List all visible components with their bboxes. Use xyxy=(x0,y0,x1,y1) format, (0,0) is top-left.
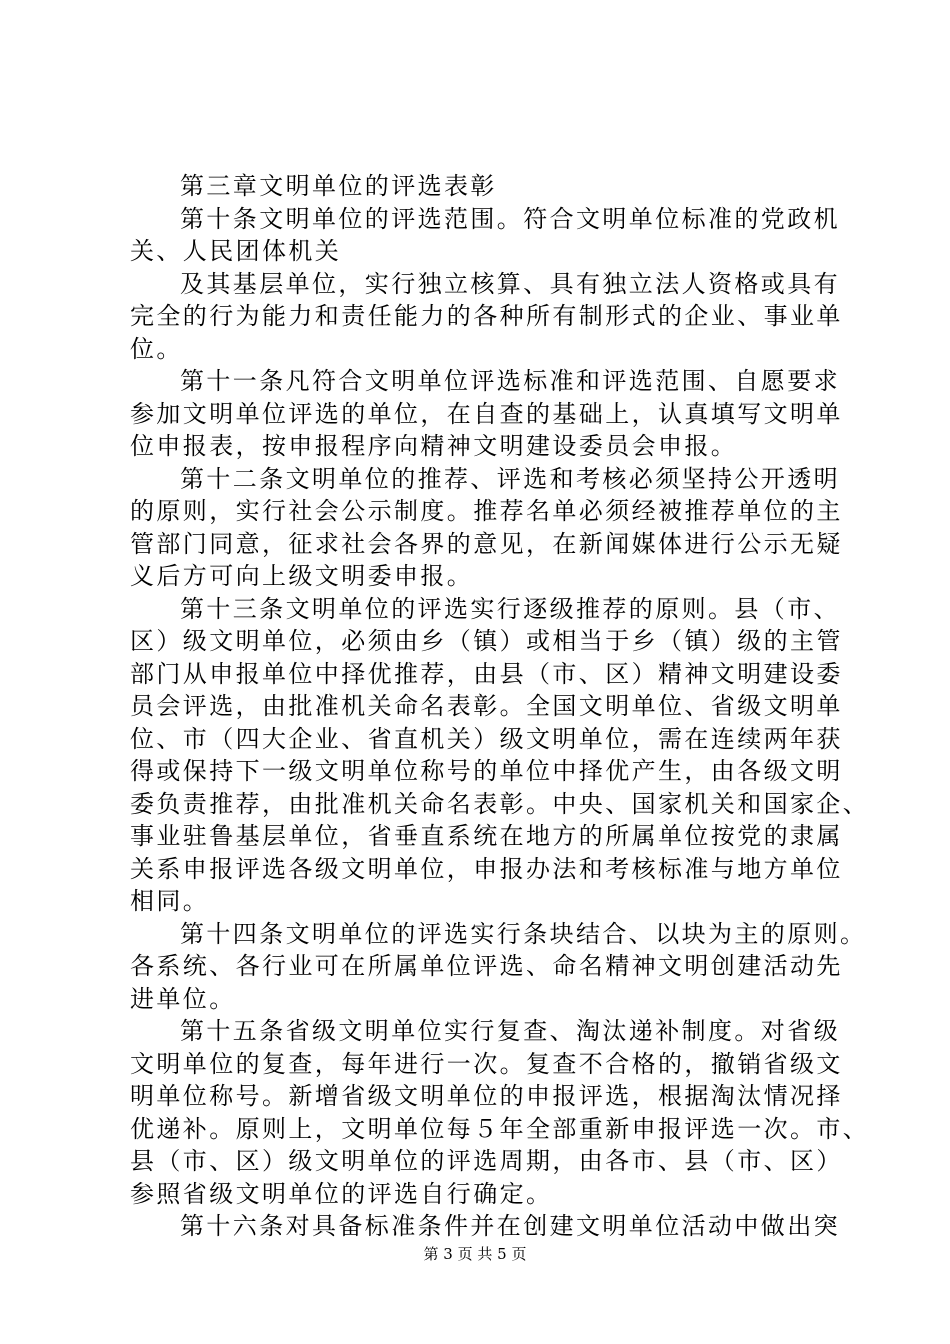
text-line: 部门从申报单位中择优推荐，由县（市、区）精神文明建设委 xyxy=(130,659,843,688)
text-line: 第三章文明单位的评选表彰 xyxy=(180,172,497,200)
text-line: 相同。 xyxy=(130,887,210,915)
text-line: 义后方可向上级文明委申报。 xyxy=(130,562,474,590)
text-line: 优递补。原则上，文明单位每５年全部重新申报评选一次。市、 xyxy=(130,1114,870,1143)
text-line: 参照省级文明单位的评选自行确定。 xyxy=(130,1179,553,1208)
text-line: 文明单位的复查，每年进行一次。复查不合格的，撤销省级文 xyxy=(130,1049,843,1078)
text-line: 第十五条省级文明单位实行复查、淘汰递补制度。对省级 xyxy=(180,1017,840,1045)
text-line: 县（市、区）级文明单位的评选周期，由各市、县（市、区） xyxy=(130,1147,843,1175)
document-body xyxy=(130,170,870,1243)
text-line: 事业驻鲁基层单位，省垂直系统在地方的所属单位按党的隶属 xyxy=(130,822,843,850)
text-line: 第十一条凡符合文明单位评选标准和评选范围、自愿要求 xyxy=(180,367,840,395)
text-line: 明单位称号。新增省级文明单位的申报评选，根据淘汰情况择 xyxy=(130,1082,843,1110)
text-line: 第十六条对具备标准条件并在创建文明单位活动中做出突 xyxy=(180,1212,840,1240)
text-line: 得或保持下一级文明单位称号的单位中择优产生，由各级文明 xyxy=(130,757,843,785)
text-line: 的原则，实行社会公示制度。推荐名单必须经被推荐单位的主 xyxy=(130,497,843,525)
text-line: 员会评选，由批准机关命名表彰。全国文明单位、省级文明单 xyxy=(130,692,843,720)
text-line: 第十条文明单位的评选范围。符合文明单位标准的党政机 xyxy=(180,204,840,233)
text-line: 第十四条文明单位的评选实行条块结合、以块为主的原则。 xyxy=(180,919,867,948)
text-line: 第十二条文明单位的推荐、评选和考核必须坚持公开透明 xyxy=(180,464,840,493)
text-line: 位、市（四大企业、省直机关）级文明单位，需在连续两年获 xyxy=(130,724,843,753)
text-line: 完全的行为能力和责任能力的各种所有制形式的企业、事业单 xyxy=(130,302,843,330)
page-footer: 第 3 页 共 5 页 xyxy=(423,1245,527,1263)
text-line: 关、人民团体机关 xyxy=(130,237,342,265)
text-line: 关系申报评选各级文明单位，申报办法和考核标准与地方单位 xyxy=(130,854,843,883)
text-line: 区）级文明单位，必须由乡（镇）或相当于乡（镇）级的主管 xyxy=(130,627,843,655)
text-line: 管部门同意，征求社会各界的意见，在新闻媒体进行公示无疑 xyxy=(130,529,843,558)
text-line: 第十三条文明单位的评选实行逐级推荐的原则。县（市、 xyxy=(180,594,840,623)
text-line: 位申报表，按申报程序向精神文明建设委员会申报。 xyxy=(130,432,738,460)
text-line: 各系统、各行业可在所属单位评选、命名精神文明创建活动先 xyxy=(130,952,843,980)
text-line: 委负责推荐，由批准机关命名表彰。中央、国家机关和国家企、 xyxy=(130,789,870,818)
text-line: 进单位。 xyxy=(130,984,236,1013)
text-line: 参加文明单位评选的单位，在自查的基础上，认真填写文明单 xyxy=(130,399,843,428)
text-line: 位。 xyxy=(130,334,183,363)
text-line: 及其基层单位，实行独立核算、具有独立法人资格或具有 xyxy=(180,269,840,298)
